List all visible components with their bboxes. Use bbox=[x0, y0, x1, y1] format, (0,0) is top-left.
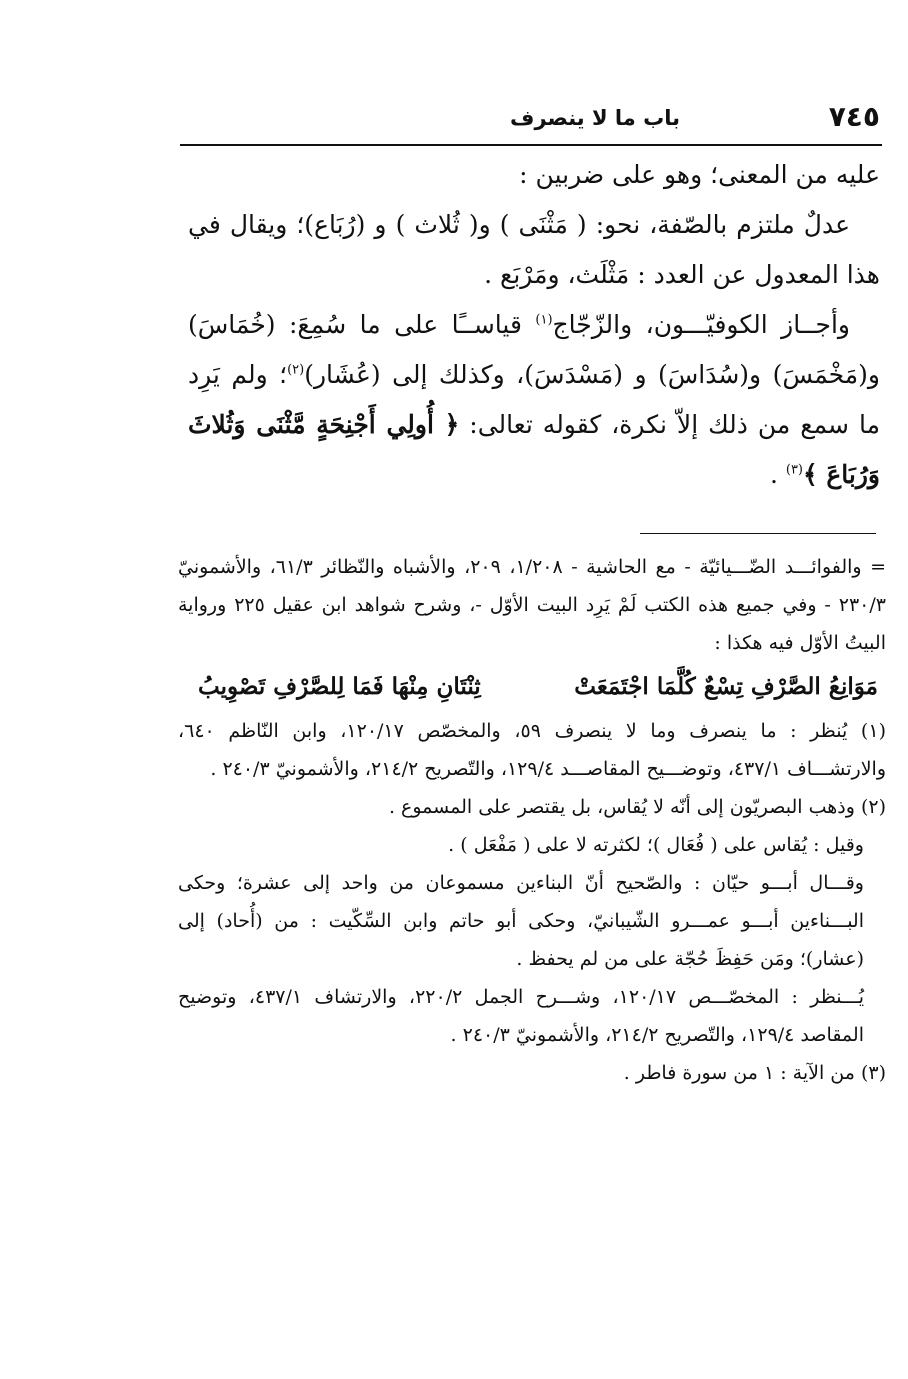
footnote-1: (١) يُنظر : ما ينصرف وما لا ينصرف ٥٩، والمخصّص ١٢٠/١٧، وابن النّاظم ٦٤٠، والارتشـــاف ٤٣٧/١، وتوضـــيح المقاصـــد ١٢٩/٤، والتّصريح ٢١٤/٢، والأشمونيّ ٢٤٠/٣ . bbox=[178, 720, 886, 780]
quran-quote: ﴿ أُولِي أَجْنِحَةٍ مَّثْنَى وَثُلاثَ وَرُبَاعَ ﴾ bbox=[188, 410, 880, 489]
footnote-2-para-4: يُـــنظر : المخصّـــص ١٢٠/١٧، وشـــرح الجمل ٢٢٠/٢، والارتشاف ٤٣٧/١، وتوضيح المقاصد ١٢٩/٤، والتّصريح ٢١٤/٢، والأشمونيّ ٢٤٠/٣ . bbox=[178, 986, 865, 1046]
page-header bbox=[180, 100, 880, 144]
footnote-ref-3: (٣) bbox=[785, 462, 803, 478]
para2-end: . bbox=[769, 460, 786, 489]
verse-first-hemistich: مَوَانِعُ الصَّرْفِ تِسْعٌ كُلَّمَا اجْتَمَعَتْ bbox=[574, 673, 878, 700]
para2-text-c: ؛ ولم يَرِد ما سمع من ذلك إلاّ نكرة، كقوله تعالى: bbox=[188, 360, 880, 439]
running-title: باب ما لا ينصرف bbox=[510, 106, 680, 130]
para2-text-a: وأجــاز الكوفيّـــون، والزّجّاج bbox=[552, 310, 850, 339]
footnote-2-line-1: (٢) وذهب البصريّون إلى أنّه لا يُقاس، بل يقتصر على المسموع . bbox=[388, 796, 886, 818]
verse-second-hemistich: ثِنْتَانِ مِنْهَا فَمَا لِلصَّرْفِ تَصْوِيبُ bbox=[198, 673, 481, 700]
para2-text-b: قياســًا على ما سُمِعَ: (خُمَاسَ) و(مَخْمَسَ) و(سُدَاسَ) و (مَسْدَسَ)، وكذلك إلى (عُشَار) bbox=[188, 310, 881, 389]
footnote-ref-2: (٢) bbox=[287, 362, 305, 378]
main-text bbox=[188, 150, 880, 500]
footnote-continuation: = والفوائـــد الضّـــيائيّة - مع الحاشية - ١/٢٠٨، ٢٠٩، والأشباه والنّظائر ٦١/٣، والأشمونيّ ٢٣٠/٣ - وفي جميع هذه الكتب لَمْ يَرِد البيت الأوّل -، وشرح شواهد ابن عقيل ٢٢٥ ورواية البيتُ الأوّل فيه هكذا : bbox=[178, 556, 887, 654]
footnote-ref-1: (١) bbox=[535, 312, 553, 328]
footnote-2-line-2: وقيل : يُقاس على ( فُعَال )؛ لكثرته لا على ( مَفْعَل ) . bbox=[448, 834, 864, 856]
main-line-1: عليه من المعنى؛ وهو على ضربين : bbox=[519, 160, 880, 189]
header-rule bbox=[180, 144, 882, 146]
footnotes bbox=[178, 548, 886, 1092]
main-paragraph-2 bbox=[188, 300, 880, 500]
main-paragraph-1: عدلٌ ملتزم بالصّفة، نحو: ( مَثْنَى ) و( ثُلاث ) و (رُبَاع)؛ ويقال في هذا المعدول عن العدد : مَثْلَث، ومَرْبَع . bbox=[188, 210, 880, 289]
page-number: ٧٤٥ bbox=[828, 100, 880, 133]
footnote-2-para-3: وقـــال أبـــو حيّان : والصّحيح أنّ البناءين مسموعان من واحد إلى عشرة؛ وحكى البـــناءين أبـــو عمـــرو الشّيبانيّ، وحكى أبو حاتم وابن السِّكّيت : من (أُحاد) إلى (عشار)؛ ومَن حَفِظَ حُجّة على من لم يحفظ . bbox=[178, 872, 864, 970]
footnote-separator bbox=[640, 533, 876, 534]
poetry-verse bbox=[178, 662, 886, 712]
footnote-3: (٣) من الآية : ١ من سورة فاطر . bbox=[623, 1062, 886, 1084]
